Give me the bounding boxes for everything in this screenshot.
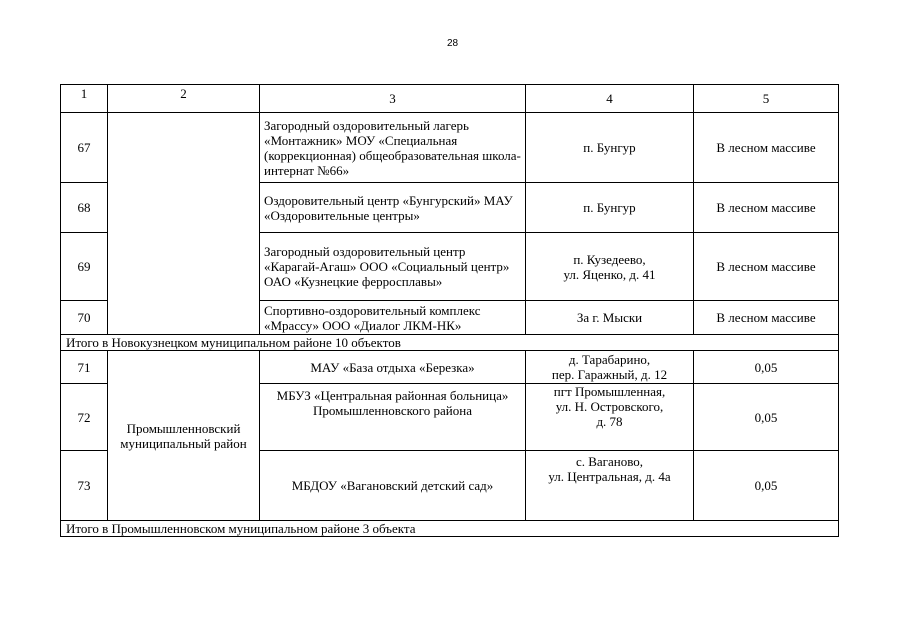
object-name: Загородный оздоровительный лагерь «Монтажник» МОУ «Специальная (коррекционная) общеобразовательная школа-интернат №66» <box>260 113 526 183</box>
object-value: В лесном массиве <box>694 233 839 301</box>
row-number: 68 <box>61 183 108 233</box>
object-value: В лесном массиве <box>694 301 839 335</box>
total-row <box>61 521 839 537</box>
location-line: ул. Н. Островского, <box>555 399 664 414</box>
page-number: 28 <box>446 38 459 49</box>
object-value: 0,05 <box>694 384 839 451</box>
object-name: Спортивно-оздоровительный комплекс «Мрассу» ООО «Диалог ЛКМ-НК» <box>260 301 526 335</box>
row-number: 71 <box>61 351 108 384</box>
location-line: пер. Гаражный, д. 12 <box>551 367 668 382</box>
object-name: Загородный оздоровительный центр «Карагай-Агаш» ООО «Социальный центр» ОАО «Кузнецкие ферросплавы» <box>260 233 526 301</box>
objects-table <box>60 84 839 537</box>
column-header: 5 <box>694 85 839 113</box>
object-location <box>526 233 694 301</box>
object-location <box>526 384 694 451</box>
object-name: Оздоровительный центр «Бунгурский» МАУ «Оздоровительные центры» <box>260 183 526 233</box>
column-header: 4 <box>526 85 694 113</box>
district-name: Промышленновский муниципальный район <box>108 351 260 521</box>
column-header: 1 <box>61 85 108 113</box>
object-location: п. Бунгур <box>526 113 694 183</box>
object-name: МБДОУ «Вагановский детский сад» <box>260 451 526 521</box>
location-line: с. Ваганово, <box>575 454 644 469</box>
object-value: В лесном массиве <box>694 113 839 183</box>
location-line: п. Кузедеево, <box>573 251 646 267</box>
total-row <box>61 335 839 351</box>
location-line: д. Тарабарино, <box>568 352 651 367</box>
object-name: МАУ «База отдыха «Березка» <box>260 351 526 384</box>
object-value: 0,05 <box>694 451 839 521</box>
object-value: В лесном массиве <box>694 183 839 233</box>
row-number: 73 <box>61 451 108 521</box>
location-line: ул. Центральная, д. 4а <box>548 469 671 484</box>
table-row <box>61 113 839 183</box>
row-number: 67 <box>61 113 108 183</box>
row-number: 72 <box>61 384 108 451</box>
district-cell-empty <box>108 113 260 335</box>
object-value: 0,05 <box>694 351 839 384</box>
location-line: пгт Промышленная, <box>553 384 666 399</box>
row-number: 69 <box>61 233 108 301</box>
total-text: Итого в Промышленновском муниципальном районе 3 объекта <box>61 521 839 537</box>
object-location: п. Бунгур <box>526 183 694 233</box>
column-header: 3 <box>260 85 526 113</box>
location-line: ул. Яценко, д. 41 <box>563 266 656 282</box>
table-row <box>61 351 839 384</box>
object-name: МБУЗ «Центральная районная больница» Промышленновского района <box>260 384 526 451</box>
object-location <box>526 351 694 384</box>
total-text: Итого в Новокузнецком муниципальном районе 10 объектов <box>61 335 839 351</box>
table-header-row <box>61 85 839 113</box>
location-line: д. 78 <box>596 414 623 429</box>
object-location <box>526 451 694 521</box>
object-location: За г. Мыски <box>526 301 694 335</box>
row-number: 70 <box>61 301 108 335</box>
column-header: 2 <box>108 85 260 113</box>
